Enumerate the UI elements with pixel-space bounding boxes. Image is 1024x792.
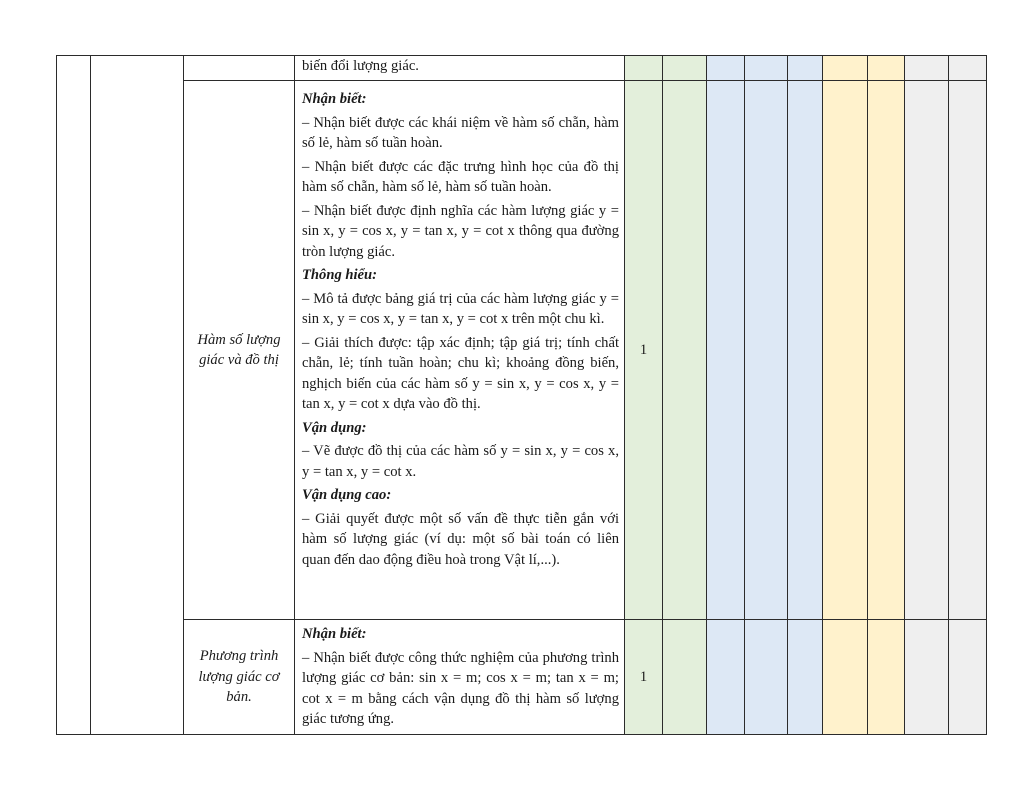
time-cell-nhan-biet [663, 56, 707, 81]
time-cell-van-dung-cao [949, 56, 987, 81]
time-cell-nhan-biet [663, 620, 707, 735]
count-cell-nhan-biet: 1 [625, 81, 663, 620]
time-cell-thong-hieu [745, 620, 788, 735]
description-cell [295, 81, 625, 620]
criterion-text: biến đổi lượng giác. [302, 58, 419, 74]
time-cell-thong-hieu [745, 56, 788, 81]
time-cell-thong-hieu [745, 81, 788, 620]
stt-cell [57, 56, 91, 735]
count-cell-van-dung-cao [905, 81, 949, 620]
level-heading: Vận dụng cao: [302, 487, 392, 503]
description-lines [302, 56, 619, 77]
criterion-text: – Nhận biết được các đặc trưng hình học của đồ thị hàm số chẵn, hàm số lẻ, hàm số tuần hoàn. [302, 158, 619, 195]
level-heading: Thông hiểu: [302, 267, 378, 283]
spec-matrix-table [56, 55, 987, 735]
count-cell-nhan-biet [625, 56, 663, 81]
count-cell-thong-hieu [707, 81, 745, 620]
count-cell-thong-hieu [707, 56, 745, 81]
criterion-text: – Nhận biết được các khái niệm về hàm số chẵn, hàm số lẻ, hàm số tuần hoàn. [302, 114, 619, 151]
time-cell-van-dung [868, 81, 905, 620]
time-cell-van-dung-cao [949, 620, 987, 735]
criterion-text: – Giải quyết được một số vấn đề thực tiễn gắn với hàm số lượng giác (ví dụ: một số bài toán có liên quan đến dao động điều hoà trong Vật lí,...). [302, 510, 619, 568]
criterion-text: – Nhận biết được định nghĩa các hàm lượng giác y = sin x, y = cos x, y = tan x, y = cot x thông qua đường tròn lượng giác. [302, 202, 619, 260]
table-row [57, 81, 987, 620]
criterion-text: – Nhận biết được công thức nghiệm của phương trình lượng giác cơ bản: sin x = m; cos x = m; tan x = m; cot x = m bằng cách vận dụng đồ thị hàm số lượng giác tương ứng. [302, 649, 619, 727]
time-cell-van-dung [868, 56, 905, 81]
topic-cell [184, 56, 295, 81]
count-cell-van-dung [823, 56, 868, 81]
time-cell-van-dung-cao [949, 81, 987, 620]
count-cell-nhan-biet: 1 [625, 620, 663, 735]
criterion-text: – Mô tả được bảng giá trị của các hàm lượng giác y = sin x, y = cos x, y = tan x, y = cot x trên một chu kì. [302, 290, 619, 327]
description-cell [295, 56, 625, 81]
chapter-cell [91, 56, 184, 735]
table-row [57, 620, 987, 735]
description-lines [302, 89, 619, 570]
table-row [57, 56, 987, 81]
description-lines [302, 624, 619, 730]
criterion-text: – Giải thích được: tập xác định; tập giá trị; tính chất chẵn, lẻ; tính tuần hoàn; chu kì; khoảng đồng biến, nghịch biến của các hàm số y = sin x, y = cos x, y = tan x, y = cot x dựa vào đồ thị. [302, 334, 619, 412]
level-heading: Nhận biết: [302, 626, 367, 642]
extra-cell-thong-hieu [788, 81, 823, 620]
count-cell-van-dung [823, 81, 868, 620]
count-cell-van-dung-cao [905, 56, 949, 81]
extra-cell-thong-hieu [788, 620, 823, 735]
count-cell-van-dung [823, 620, 868, 735]
topic-cell: Hàm số lượng giác và đồ thị [184, 81, 295, 620]
topic-cell: Phương trình lượng giác cơ bản. [184, 620, 295, 735]
time-cell-nhan-biet [663, 81, 707, 620]
criterion-text: – Vẽ được đồ thị của các hàm số y = sin x, y = cos x, y = tan x, y = cot x. [302, 443, 619, 480]
time-cell-van-dung [868, 620, 905, 735]
description-cell [295, 620, 625, 735]
count-cell-van-dung-cao [905, 620, 949, 735]
count-cell-thong-hieu [707, 620, 745, 735]
level-heading: Nhận biết: [302, 91, 367, 107]
level-heading: Vận dụng: [302, 419, 367, 436]
extra-cell-thong-hieu [788, 56, 823, 81]
